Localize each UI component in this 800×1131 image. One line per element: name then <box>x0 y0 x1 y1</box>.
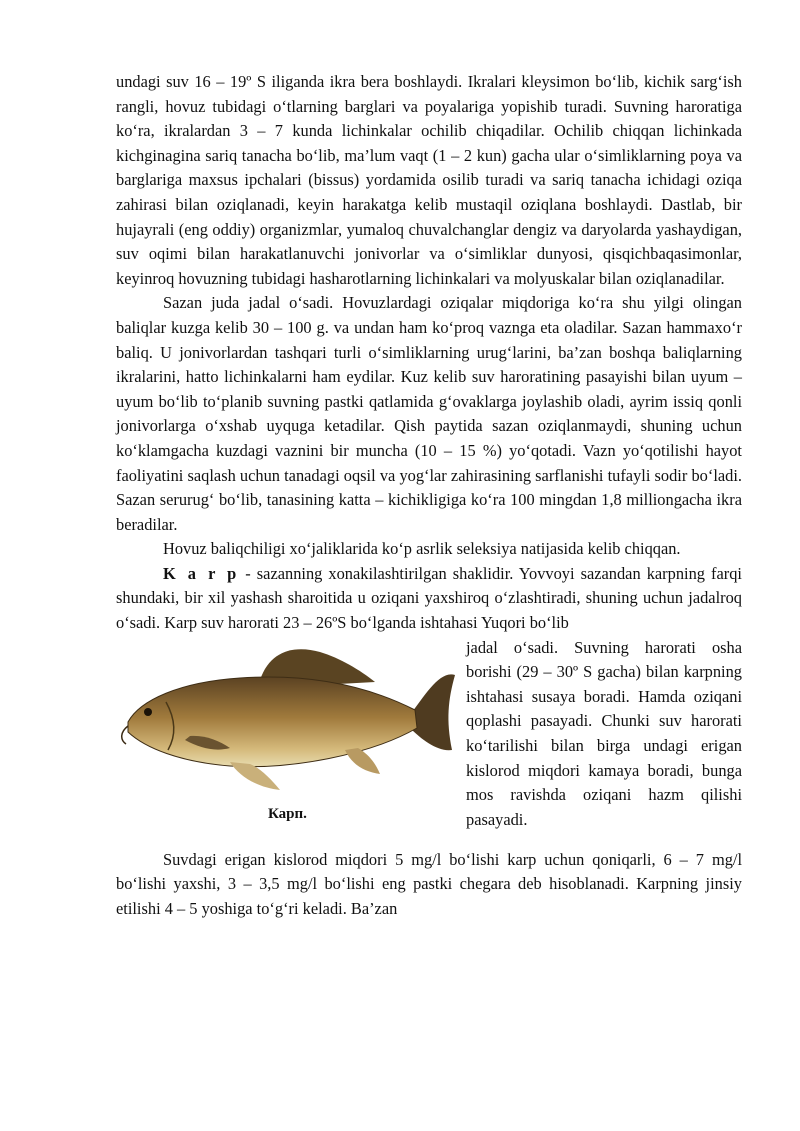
karp-intro-text: - sazanning xonakilashtirilgan shaklidir. Yovvoyi sazandan karpning farqi shundaki, bir xil yashash sharoitida u oziqani yaxshiroq o‘zlashtiradi, shuning uchun jadalroq o‘sadi. Karp suv harorati 23 – 26ºS bo‘lganda ishtahasi Yuqori bo‘lib <box>116 563 742 633</box>
carp-figure <box>116 636 462 848</box>
paragraph-oxygen: Suvdagi erigan kislorod miqdori 5 mg/l bo‘lishi karp uchun qoniqarli, 6 – 7 mg/l bo‘lishi yaxshi, 3 – 3,5 mg/l bo‘lishi eng pastki chegara deb hisoblanadi. Karpning jinsiy etilishi 4 – 5 yoshiga to‘g‘ri keladi. Ba’zan <box>116 849 742 918</box>
document-page <box>116 70 742 921</box>
paragraph-spawning: undagi suv 16 – 19º S iliganda ikra bera boshlaydi. Ikralari kleysimon bo‘lib, kichik sarg‘ish rangli, hovuz tubidagi o‘tlarning barglari va poyalariga yopishib turadi. Suvning haroratiga ko‘ra, ikralardan 3 – 7 kunda lichinkalar ochilib chiqadilar. Ochilib chiqqan lichinkada kichginagina sariq tanacha bo‘lib, ma’lum vaqt (1 – 2 kun) gacha ular o‘simliklarning poya va barglariga maxsus ipchalari (bissus) yordamida osilib turadi va sariq tanacha ichidagi oziqa zahirasi bilan oziqlanadi, keyin harakatga kelib mustaqil oziqlana boshlaydi. Dastlab, bir hujayrali (eng oddiy) organizmlar, yumaloq chuvalchanglar dengiz va daryolarda yashaydigan, suv oqimi bilan harakatlanuvchi jonivorlar va o‘simliklar dunyosi, qisqichbaqasimonlar, keyinroq hovuzning tubidagi hasharotlarning lichinkalari va molyuskalar bilan oziqlanadilar. <box>116 72 742 288</box>
paragraph-karp-temperature: jadal o‘sadi. Suvning harorati osha borishi (29 – 30º S gacha) bilan karpning ishtahasi susaya boradi. Hamda oziqani qoplashi pasayadi. Chunki suv harorati ko‘tarilishi bilan birga undagi erigan kislorod miqdori kamaya boradi, bunga mos ravishda oziqani hazm qilishi pasayadi. <box>466 637 742 829</box>
paragraph-sazan-growth: Sazan juda jadal o‘sadi. Hovuzlardagi oziqalar miqdoriga ko‘ra shu yilgi olingan baliqlar kuzga kelib 30 – 100 g. va undan ham ko‘proq vaznga eta oladilar. Sazan hammaxo‘r baliq. U jonivorlardan tashqari turli o‘simliklarning urug‘larini, ba’zan boshqa baliqlarning ikralarini, hatto lichinkalarni ham eydilar. Kuz kelib suv haroratining pasayishi bilan uyum – uyum bo‘lib to‘planib suvning pastki qatlamida g‘ovaklarga joylashib oladi, ayrim issiq qonli jonivorlarga o‘xshab uyquga ketadilar. Qish paytida sazan oziqlanmaydi, shuning uchun ko‘klamgacha kuzdagi vaznini bir muncha (10 – 15 %) yo‘qotadi. Vazn yo‘qotilishi hayot faoliyatini saqlash uchun tanadagi oqsil va yog‘lar zahirasining sarflanishi tufayli sodir bo‘ladi. Sazan serurug‘ bo‘lib, tanasining katta – kichikligiga ko‘ra 100 mingdan 1,8 milliongacha ikra beradilar. <box>116 293 742 534</box>
carp-fish-icon <box>120 640 460 800</box>
figure-caption: Карп. <box>268 805 307 822</box>
term-karp: K a r p <box>163 563 240 583</box>
paragraph-karp-intro <box>116 562 742 636</box>
paragraph-selection: Hovuz baliqchiligi xo‘jaliklarida ko‘p asrlik seleksiya natijasida kelib chiqqan. <box>163 539 681 559</box>
